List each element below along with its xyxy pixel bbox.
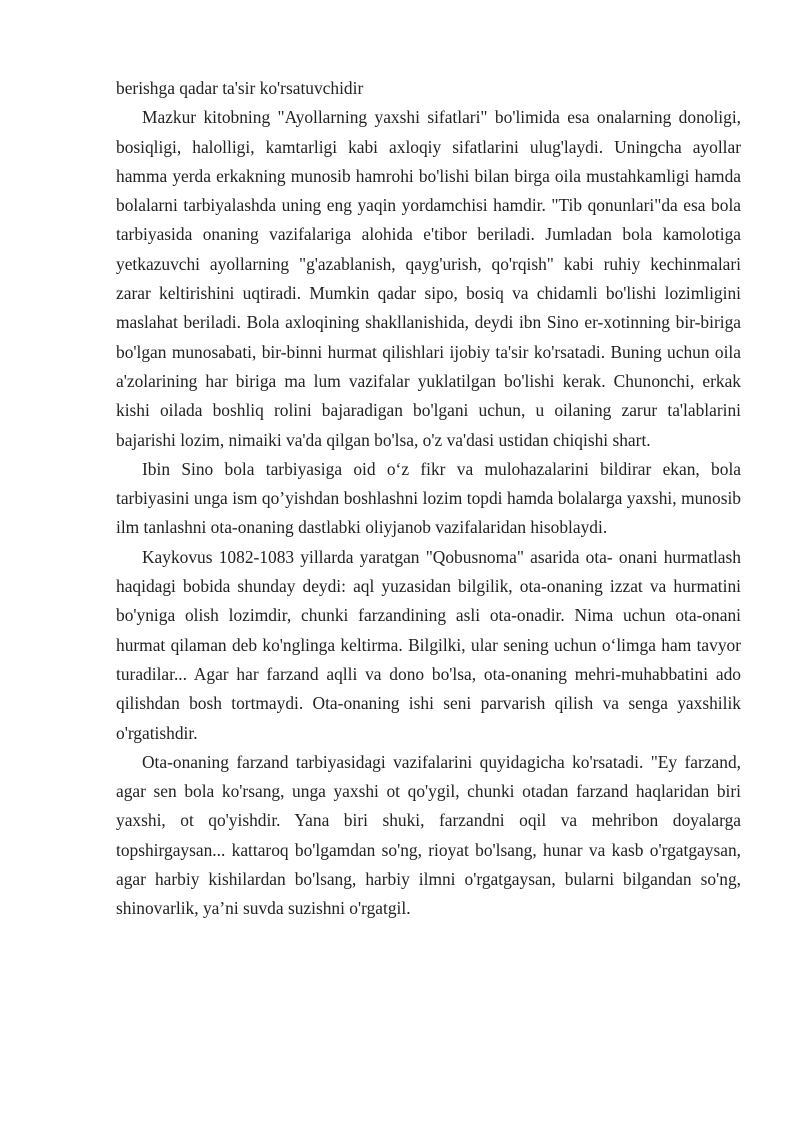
paragraph-ayollar-sifatlari: Mazkur kitobning "Ayollarning yaxshi sifatlari" bo'limida esa onalarning donoligi, bosiqligi, halolligi, kamtarligi kabi axloqiy sifatlarini ulug'laydi. Uningcha ayollar hamma yerda erkakning munosib hamrohi bo'lishi bilan birga oila mustahkamligi hamda bolalarni tarbiyalashda uning eng yaqin yordamchisi hamdir. "Tib qonunlari"da esa bola tarbiyasida onaning vazifalariga alohida e'tibor beriladi. Jumladan bola kamolotiga yetkazuvchi ayollarning "g'azablanish, qayg'urish, qo'rqish" kabi ruhiy kechinmalari zarar keltirishini uqtiradi. Mumkin qadar sipo, bosiq va chidamli bo'lishi lozimligini maslahat beriladi. Bola axloqining shakllanishida, deydi ibn Sino er-xotinning bir-biriga bo'lgan munosabati, bir-binni hurmat qilishlari ijobiy ta'sir ko'rsatadi. Buning uchun oila a'zolarining har biriga ma lum vazifalar yuklatilgan bo'lishi kerak. Chunonchi, erkak kishi oilada boshliq rolini bajaradigan bo'lgani uchun, u oilaning zarur ta'lablarini bajarishi lozim, nimaiki va'da qilgan bo'lsa, o'z va'dasi ustidan chiqishi shart.: [116, 107, 741, 450]
paragraph-continuation: berishga qadar ta'sir ko'rsatuvchidir: [116, 78, 364, 98]
paragraph-ibn-sino: Ibin Sino bola tarbiyasiga oid o‘z fikr va mulohazalarini bildirar ekan, bola tarbiyasini unga ism qo’yishdan boshlashni lozim topdi hamda bolalarga yaxshi, munosib ilm tanlashni ota-onaning dastlabki oliyjanob vazifalaridan hisoblaydi.: [116, 458, 741, 538]
paragraph-ota-ona-vazifalari: Ota-onaning farzand tarbiyasidagi vazifalarini quyidagicha ko'rsatadi. "Ey farzand, agar sen bola ko'rsang, unga yaxshi ot qo'ygil, chunki otadan farzand haqlaridan biri yaxshi, ot qo'yishdir. Yana biri shuki, farzandni oqil va mehribon doyalarga topshirgaysan... kattaroq bo'lgamdan so'ng, rioyat bo'lsang, hunar va kasb o'rgatgaysan, agar harbiy kishilardan bo'lsang, harbiy ilmni o'rgatgaysan, bularni bilgandan so'ng, shinovarlik, ya’ni suvda suzishni o'rgatgil.: [116, 751, 741, 919]
document-body: [116, 74, 741, 924]
paragraph-qobusnoma: Kaykovus 1082-1083 yillarda yaratgan "Qobusnoma" asarida ota- onani hurmatlash haqidagi bobida shunday deydi: aql yuzasidan bilgilik, ota-onaning izzat va hurmatini bo'yniga olish lozimdir, chunki farzandining asli ota-onadir. Nima uchun ota-onani hurmat qilaman deb ko'nglinga keltirma. Bilgilki, ular sening uchun o‘limga ham tavyor turadilar... Agar har farzand aqlli va dono bo'lsa, ota-onaning mehri-muhabbatini ado qilishdan bosh tortmaydi. Ota-onaning ishi seni parvarish qilish va senga yaxshilik o'rgatishdir.: [116, 546, 741, 743]
